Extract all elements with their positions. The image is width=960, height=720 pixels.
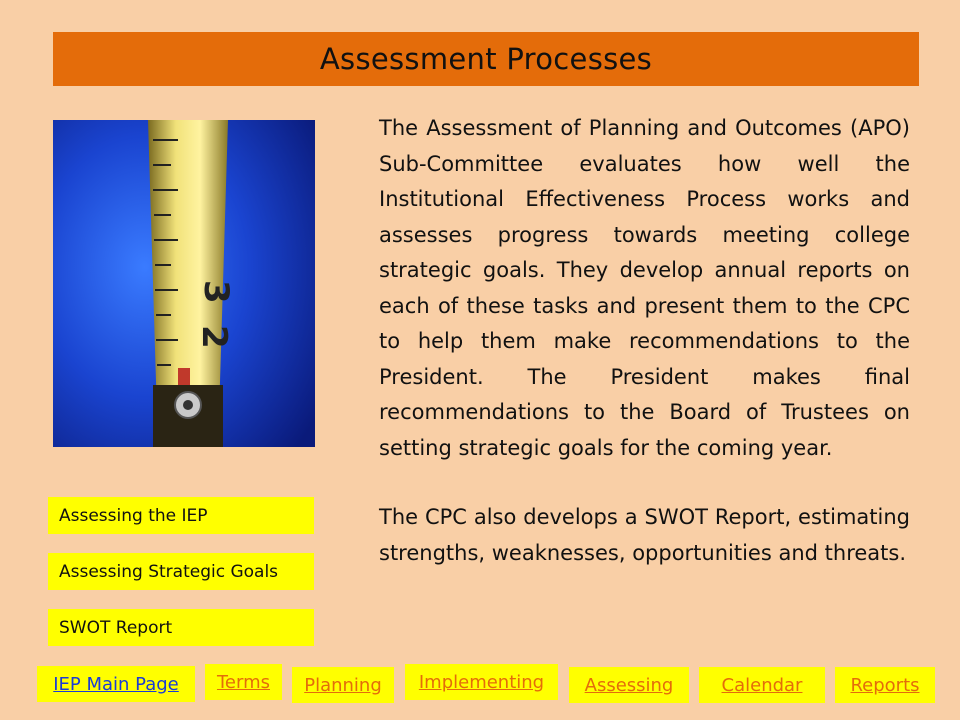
nav-assessing[interactable]: Assessing	[569, 667, 689, 703]
assessing-strategic-goals-button[interactable]: Assessing Strategic Goals	[48, 553, 314, 590]
nav-calendar[interactable]: Calendar	[699, 667, 825, 703]
nav-iep-main-page[interactable]: IEP Main Page	[37, 666, 195, 702]
title-bar	[53, 32, 919, 86]
description	[379, 111, 910, 571]
nav-reports[interactable]: Reports	[835, 667, 935, 703]
svg-text:2: 2	[194, 325, 234, 349]
svg-text:3: 3	[196, 280, 236, 304]
description-paragraph-2: The CPC also develops a SWOT Report, estimating strengths, weaknesses, opportunities and threats.	[379, 505, 910, 565]
nav-implementing[interactable]: Implementing	[405, 664, 558, 700]
swot-report-button[interactable]: SWOT Report	[48, 609, 314, 646]
nav-planning[interactable]: Planning	[292, 667, 394, 703]
nav-terms[interactable]: Terms	[205, 664, 282, 700]
tape-measure-photo	[53, 120, 315, 447]
assessing-iep-button[interactable]: Assessing the IEP	[48, 497, 314, 534]
tape-measure-illustration	[53, 120, 315, 447]
description-paragraph-1: The Assessment of Planning and Outcomes (APO) Sub-Committee evaluates how well the Institutional Effectiveness Process works and assesses progress towards meeting college strategic goals. They develop annual reports on each of these tasks and present them to the CPC to help them make recommendations to the President. The President makes final recommendations to the Board of Trustees on setting strategic goals for the coming year.	[379, 116, 910, 460]
page-title: Assessment Processes	[319, 42, 653, 76]
